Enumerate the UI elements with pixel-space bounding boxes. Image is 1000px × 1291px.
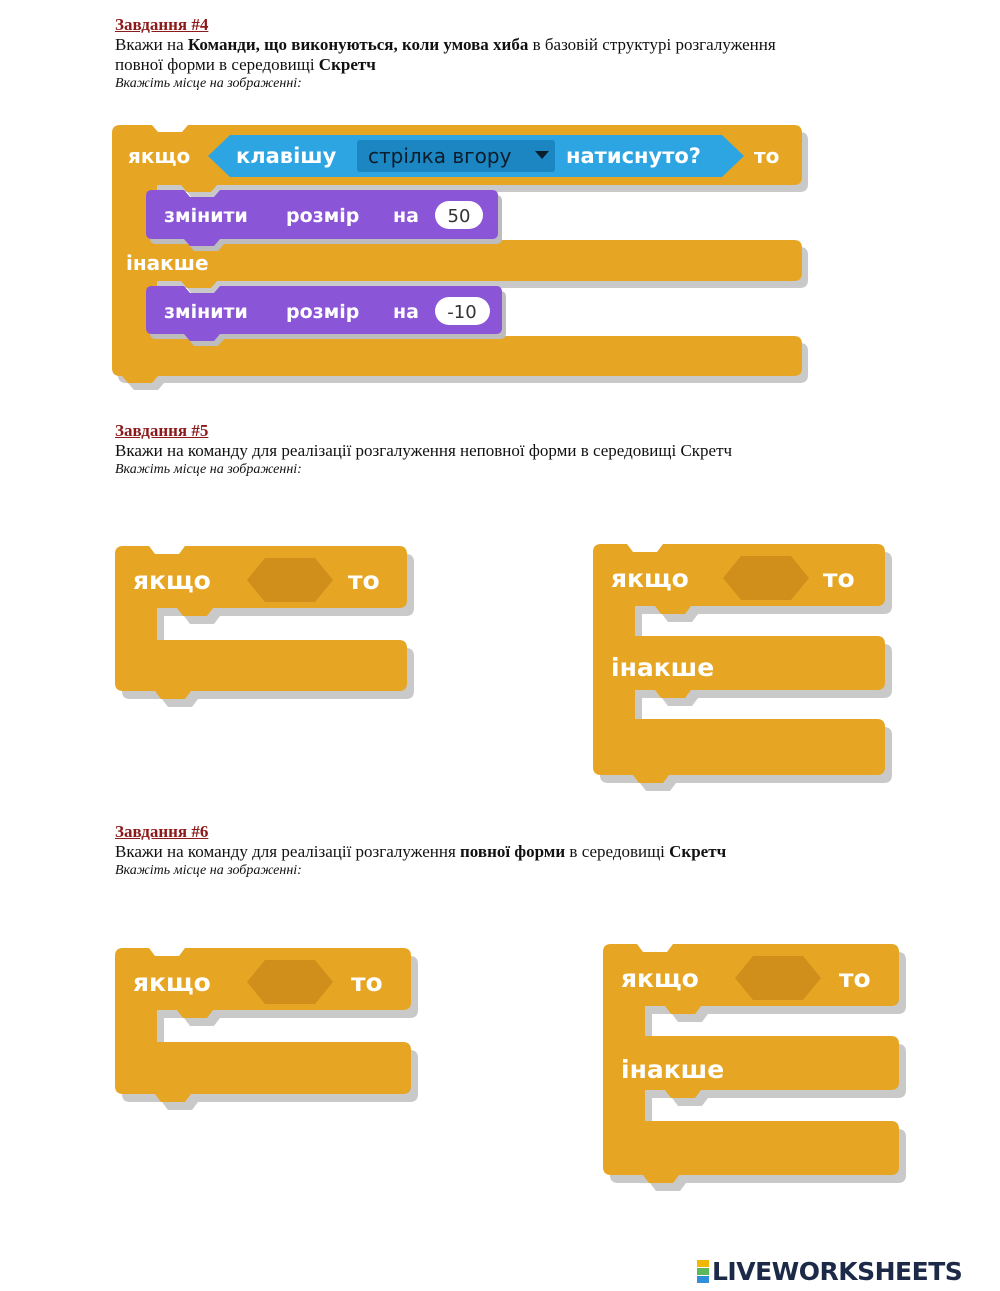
text-bold: повної форми [460, 842, 566, 861]
change-label: змінити [164, 301, 248, 323]
text-fragment: Вкажи на [115, 35, 188, 54]
else-label: інакше [611, 653, 715, 682]
if-else-script-image[interactable] [112, 120, 822, 395]
task-6 [115, 822, 915, 880]
text-bold: Скретч [318, 55, 376, 74]
task-title: Завдання #4 [115, 15, 209, 34]
by-label: на [393, 301, 419, 323]
else-label: інакше [126, 251, 209, 275]
change-label: змінити [164, 205, 248, 227]
size-label: розмір [286, 301, 360, 323]
if-block-option[interactable] [115, 945, 435, 1115]
text-fragment: Вкажи на команду для реалізації розгалуження [115, 842, 461, 861]
text-fragment: повної форми в середовищі [115, 55, 319, 74]
condition-slot [247, 960, 333, 1004]
by-label: на [393, 205, 419, 227]
task-4 [115, 15, 915, 93]
task-hint: Вкажіть місце на зображенні: [115, 76, 302, 91]
pressed-label: натиснуто? [566, 144, 701, 168]
task-text [115, 35, 915, 75]
task-title: Завдання #5 [115, 421, 209, 440]
key-label: клавішу [236, 144, 337, 168]
then-label: то [348, 566, 380, 595]
logo-icon [697, 1260, 709, 1284]
condition-slot [723, 556, 809, 600]
condition-slot [735, 956, 821, 1000]
if-label: якщо [611, 564, 689, 593]
task-title: Завдання #6 [115, 822, 209, 841]
text-bold: Команди, що виконуються, коли умова хиба [187, 35, 529, 54]
if-label: якщо [128, 144, 191, 168]
brand-text: LIVEWORKSHEETS [712, 1257, 963, 1286]
text-fragment: в середовищі [565, 842, 670, 861]
text-bold: Скретч [669, 842, 727, 861]
then-label: то [754, 144, 780, 168]
task-5 [115, 421, 915, 479]
if-else-block-option[interactable] [603, 941, 923, 1206]
size-label: розмір [286, 205, 360, 227]
condition-slot [247, 558, 333, 602]
value-text: 50 [447, 206, 471, 227]
then-label: то [839, 964, 871, 993]
text-fragment: в базовій структурі розгалуження [528, 35, 776, 54]
if-label: якщо [621, 964, 699, 993]
else-label: інакше [621, 1055, 725, 1084]
if-label: якщо [133, 566, 211, 595]
if-label: якщо [133, 968, 211, 997]
value-text: -10 [447, 302, 477, 323]
then-label: то [351, 968, 383, 997]
liveworksheets-logo [697, 1257, 962, 1287]
key-option: стрілка вгору [368, 144, 512, 168]
task-text: Вкажи на команду для реалізації розгалуження неповної форми в середовищі Скретч [115, 441, 733, 460]
task-text [115, 842, 915, 862]
if-else-block-option[interactable] [593, 541, 913, 806]
task-hint: Вкажіть місце на зображенні: [115, 863, 302, 878]
then-label: то [823, 564, 855, 593]
task-hint: Вкажіть місце на зображенні: [115, 462, 302, 477]
if-block-option[interactable] [115, 543, 430, 708]
